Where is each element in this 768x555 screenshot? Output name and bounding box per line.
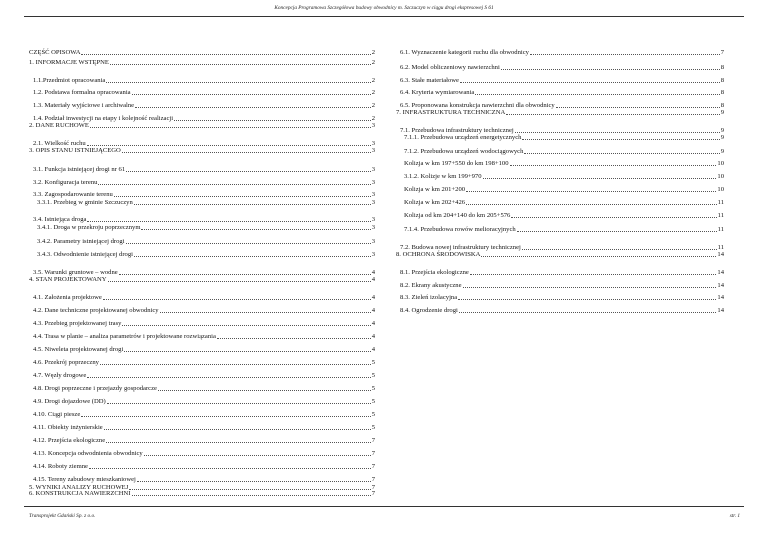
toc-entry[interactable]: 7.1. Przebudowa infrastruktury technicznej 9	[400, 127, 724, 134]
dot-leader	[470, 274, 717, 275]
dot-leader	[460, 82, 720, 83]
toc-entry[interactable]: 8.1. Przejścia ekologiczne 14	[400, 269, 724, 276]
toc-entry[interactable]: 6.4. Kryteria wymiarowania 8	[400, 89, 724, 96]
toc-entry[interactable]: 4.11. Obiekty inżynierskie 5	[33, 424, 375, 431]
page-header: Koncepcja Programowa Szczegółowa budowy obwodnicy m. Szczuczyn w ciągu drogi ekspresowej S 61	[274, 5, 494, 11]
toc-entry[interactable]: 3.1.2. Kolizje w km 199+970 10	[404, 173, 724, 180]
toc-entry[interactable]: 7. INFRASTRUKTURA TECHNICZNA 9	[396, 109, 724, 116]
toc-entry[interactable]: 4.13. Koncepcja odwodnienia obwodnicy 7	[33, 450, 375, 457]
toc-entry[interactable]: 4.8. Drogi poprzeczne i przejazdy gospodarcze 5	[33, 385, 375, 392]
toc-entry[interactable]: 4.4. Trasa w planie – analiza parametrów i projektowane rozwiązania 4	[33, 333, 375, 340]
dot-leader	[458, 299, 716, 300]
toc-entry[interactable]: Kolizja od km 204+140 do km 205+576 11	[404, 212, 724, 219]
toc-entry[interactable]: 6.2. Model obliczeniowy nawierzchni 8	[400, 64, 724, 71]
toc-entry[interactable]: 3.3. Zagospodarowanie terenu 3	[33, 191, 375, 198]
toc-entry[interactable]: 2.1. Wielkość ruchu 3	[33, 140, 375, 147]
toc-entry[interactable]: 5. WYNIKI ANALIZY RUCHOWEJ 7	[29, 484, 375, 491]
toc-entry[interactable]: 4.15. Tereny zabudowy mieszkaniowej 7	[33, 476, 375, 483]
toc-entry[interactable]: 1.2. Podstawa formalna opracowania 2	[33, 89, 375, 96]
dot-leader	[511, 217, 716, 218]
toc-entry[interactable]: 6. KONSTRUKCJA NAWIERZCHNI 7	[29, 490, 375, 497]
dot-leader	[463, 287, 717, 288]
dot-leader	[510, 165, 717, 166]
toc-entry[interactable]: 4.14. Roboty ziemne 7	[33, 463, 375, 470]
toc-entry[interactable]: 7.1.1. Przebudowa urządzeń energetycznych 9	[404, 134, 724, 141]
toc-left-tail	[29, 12, 375, 555]
toc-entry[interactable]: 3.4.1. Droga w przekroju poprzecznym 3	[37, 224, 375, 231]
toc-entry[interactable]: 4.10. Ciągi piesze 5	[33, 411, 375, 418]
toc-entry[interactable]: 3.4.2. Parametry istniejącej drogi 3	[37, 238, 375, 245]
toc-entry[interactable]: 8.4. Ogrodzenie drogi 14	[400, 307, 724, 314]
toc-entry[interactable]: 1.1.Przedmiot opracowania 2	[33, 77, 375, 84]
toc-entry[interactable]: Kolizja w km 197+550 do km 198+100 10	[404, 160, 724, 167]
toc-entry[interactable]: 3.4.3. Odwodnienie istniejącej drogi 3	[37, 251, 375, 258]
toc-entry[interactable]: 4. STAN PROJEKTOWANY 4	[29, 276, 375, 283]
toc-entry[interactable]: 1.3. Materiały wyjściowe i archiwalne 2	[33, 102, 375, 109]
toc-entry[interactable]: 6.3. Stałe materiałowe 8	[400, 77, 724, 84]
toc-entry[interactable]: 4.6. Przekrój poprzeczny 5	[33, 359, 375, 366]
dot-leader	[466, 204, 717, 205]
toc-entry[interactable]: 8.3. Zieleń izolacyjna 14	[400, 294, 724, 301]
toc-entry[interactable]: 3.4. Istniejąca droga 3	[33, 216, 375, 223]
toc-entry[interactable]: 8. OCHRONA ŚRODOWISKA 14	[396, 251, 724, 258]
dot-leader	[475, 94, 719, 95]
toc-entry[interactable]: Kolizja w km 202+426 11	[404, 199, 724, 206]
dot-leader	[524, 153, 719, 154]
toc-entry[interactable]: 7.1.2. Przebudowa urządzeń wodociągowych 9	[404, 148, 724, 155]
dot-leader	[466, 191, 716, 192]
toc-entry[interactable]: 4.1. Założenia projektowe 4	[33, 294, 375, 301]
toc-right-column	[396, 0, 724, 543]
dot-leader	[506, 114, 719, 115]
toc-entry[interactable]: Kolizja w km 201+200 10	[404, 186, 724, 193]
toc-entry[interactable]: 3.1. Funkcja istniejącej drogi nr 61 3	[33, 166, 375, 173]
dot-leader	[522, 139, 719, 140]
toc-entry[interactable]: CZĘŚĆ OPISOWA 2	[29, 49, 375, 56]
toc-entry[interactable]: 3.5. Warunki gruntowe – wodne 4	[33, 269, 375, 276]
toc-entry[interactable]: 3.2. Konfiguracja terenu 3	[33, 179, 375, 186]
toc-entry[interactable]: 1. INFORMACJE WSTĘPNE 2	[29, 59, 375, 66]
toc-entry[interactable]: 6.5. Proponowana konstrukcja nawierzchni dla obwodnicy 8	[400, 102, 724, 109]
footer-company: Transprojekt Gdański Sp. z o.o.	[29, 513, 96, 519]
toc-entry[interactable]: 4.7. Węzły drogowe 5	[33, 372, 375, 379]
toc-entry[interactable]: 4.3. Przebieg projektowanej trasy 4	[33, 320, 375, 327]
toc-entry[interactable]: 2. DANE RUCHOWE 3	[29, 122, 375, 129]
dot-leader	[501, 69, 720, 70]
page-number: str. 1	[729, 513, 740, 519]
toc-entry[interactable]: 4.2. Dane techniczne projektowanej obwodnicy 4	[33, 307, 375, 314]
dot-leader	[459, 312, 717, 313]
toc-entry[interactable]: 3. OPIS STANU ISTNIEJĄCEGO 3	[29, 147, 375, 154]
toc-entry[interactable]: 7.1.4. Przebudowa rowów melioracyjnych 11	[404, 226, 724, 233]
toc-entry[interactable]: 6.1. Wyznaczenie kategorii ruchu dla obwodnicy 7	[400, 49, 724, 56]
dot-leader	[483, 178, 717, 179]
dot-leader	[530, 54, 720, 55]
toc-entry[interactable]: 3.3.1. Przebieg w gminie Szczuczyn 3	[37, 199, 375, 206]
dot-leader	[132, 495, 371, 496]
toc-entry[interactable]: 7.2. Budowa nowej infrastruktury technicznej 11	[400, 244, 724, 251]
dot-leader	[517, 231, 717, 232]
toc-entry[interactable]: 1.4. Podział inwestycji na etapy i kolejność realizacji 2	[33, 115, 375, 122]
toc-entry[interactable]: 4.5. Niweleta projektowanej drogi 4	[33, 346, 375, 353]
dot-leader	[481, 256, 716, 257]
toc-entry[interactable]: 8.2. Ekrany akustyczne 14	[400, 282, 724, 289]
toc-entry[interactable]: 4.9. Drogi dojazdowe (DD) 5	[33, 398, 375, 405]
footer-divider	[24, 506, 744, 507]
toc-entry[interactable]: 4.12. Przejścia ekologiczne 7	[33, 437, 375, 444]
